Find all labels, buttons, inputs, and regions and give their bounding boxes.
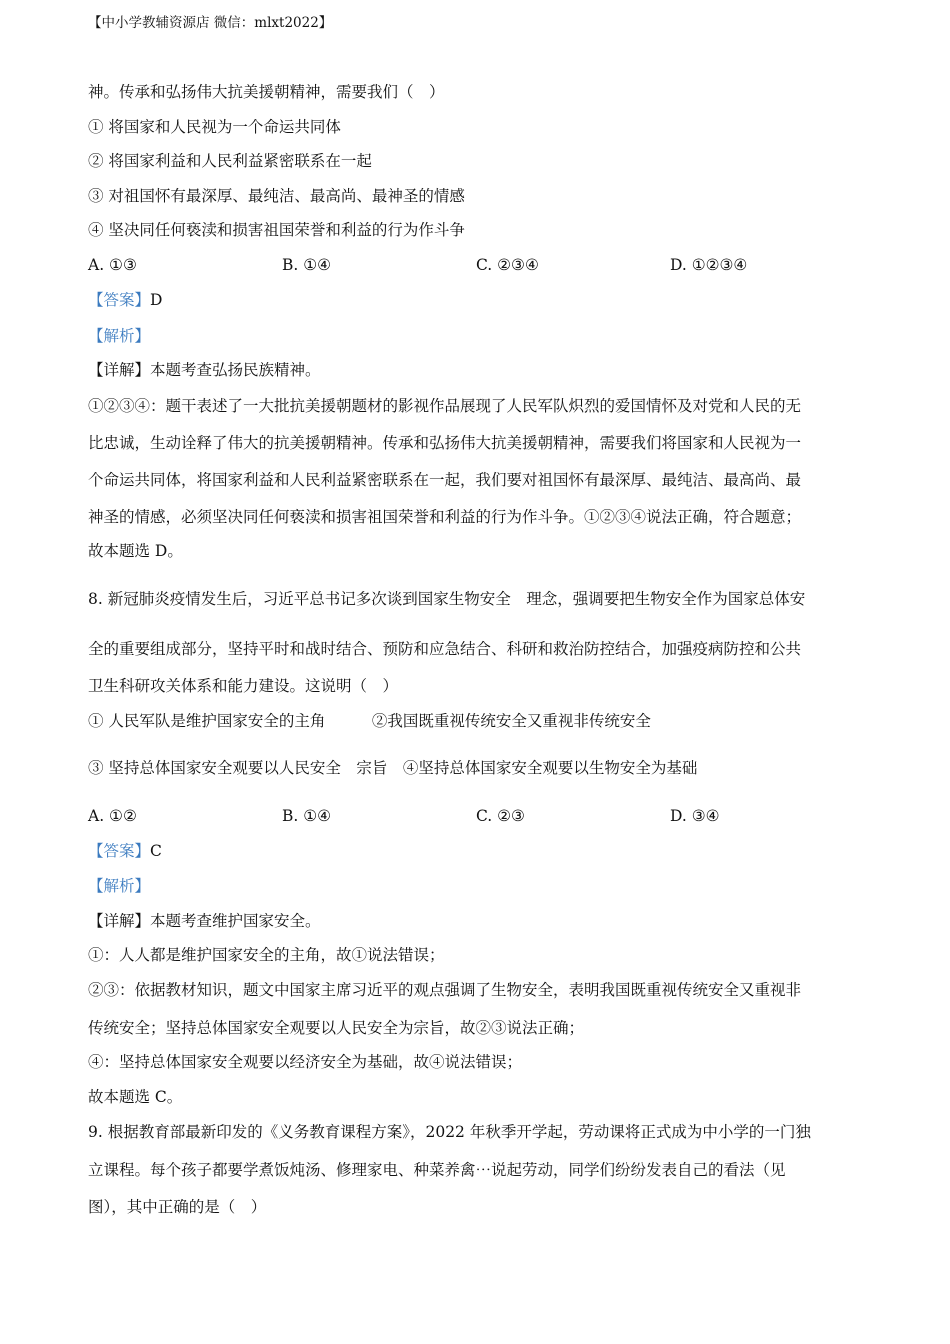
q8-stem-3: 卫生科研攻关体系和能力建设。这说明（ ）	[88, 677, 399, 695]
answer-tag: 【答案】	[88, 842, 151, 860]
q7-detail: 【详解】本题考查弘扬民族精神。	[88, 361, 321, 379]
q8-stem-2: 全的重要组成部分，坚持平时和战时结合、预防和应急结合、科研和救治防控结合，加强疫病防控和公共	[88, 640, 802, 658]
q7-explain-5: 故本题选 D。	[88, 542, 183, 560]
q8-explain-2: ②③：依据教材知识，题文中国家主席习近平的观点强调了生物安全，表明我国既重视传统安全又重视非	[88, 981, 802, 999]
q8-explain-5: 故本题选 C。	[88, 1088, 183, 1106]
q8-option-a: A. ①②	[88, 807, 137, 825]
q8-detail: 【详解】本题考查维护国家安全。	[88, 912, 321, 930]
q7-answer	[88, 290, 880, 310]
q7-explain-4: 神圣的情感，必须坚决同任何亵渎和损害祖国荣誉和利益的行为作斗争。①②③④说法正确，符合题意；	[88, 508, 802, 526]
q7-option-a: A. ①③	[88, 256, 137, 274]
answer-value: C	[150, 842, 162, 860]
watermark-header: 【中小学教辅资源店 微信：mlxt2022】	[88, 15, 333, 31]
q7-item-1: ① 将国家和人民视为一个命运共同体	[88, 118, 341, 136]
q9-stem-3: 图），其中正确的是（ ）	[88, 1198, 267, 1216]
q7-option-b: B. ①④	[282, 256, 332, 274]
q8-explain-1: ①：人人都是维护国家安全的主角，故①说法错误；	[88, 946, 445, 964]
q7-explain-1: ①②③④：题干表述了一大批抗美援朝题材的影视作品展现了人民军队炽烈的爱国情怀及对党和人民的无	[88, 397, 802, 415]
q8-analysis-tag: 【解析】	[88, 877, 151, 895]
q8-option-c: C. ②③	[476, 807, 525, 825]
q8-item-row-2: ③ 坚持总体国家安全观要以人民安全 宗旨 ④坚持总体国家安全观要以生物安全为基础	[88, 759, 698, 777]
answer-tag: 【答案】	[88, 291, 151, 309]
q7-explain-3: 个命运共同体，将国家利益和人民利益紧密联系在一起，我们要对祖国怀有最深厚、最纯洁、最高尚、最	[88, 471, 802, 489]
q7-option-d: D. ①②③④	[670, 256, 748, 274]
q7-option-c: C. ②③④	[476, 256, 539, 274]
q8-item-row-1: ① 人民军队是维护国家安全的主角 ②我国既重视传统安全又重视非传统安全	[88, 712, 651, 730]
q8-option-d: D. ③④	[670, 807, 720, 825]
q8-option-b: B. ①④	[282, 807, 332, 825]
q7-analysis-tag: 【解析】	[88, 327, 151, 345]
q8-explain-4: ④：坚持总体国家安全观要以经济安全为基础，故④说法错误；	[88, 1053, 523, 1071]
q7-explain-2: 比忠诚，生动诠释了伟大的抗美援朝精神。传承和弘扬伟大抗美援朝精神，需要我们将国家和人民视为一	[88, 434, 802, 452]
q8-explain-3: 传统安全；坚持总体国家安全观要以人民安全为宗旨，故②③说法正确；	[88, 1019, 585, 1037]
q7-item-2: ② 将国家利益和人民利益紧密联系在一起	[88, 152, 372, 170]
q7-item-4: ④ 坚决同任何亵渎和损害祖国荣誉和利益的行为作斗争	[88, 221, 465, 239]
q9-stem-2: 立课程。每个孩子都要学煮饭炖汤、修理家电、种菜养禽⋯说起劳动，同学们纷纷发表自己的看法（见	[88, 1161, 786, 1179]
q8-answer	[88, 841, 880, 861]
q7-item-3: ③ 对祖国怀有最深厚、最纯洁、最高尚、最神圣的情感	[88, 187, 465, 205]
q8-stem-1: 8. 新冠肺炎疫情发生后，习近平总书记多次谈到国家生物安全 理念，强调要把生物安全作为国家总体安	[88, 590, 806, 608]
q7-stem: 神。传承和弘扬伟大抗美援朝精神，需要我们（ ）	[88, 83, 445, 101]
q9-stem-1: 9. 根据教育部最新印发的《义务教育课程方案》，2022 年秋季开学起，劳动课将正式成为中小学的一门独	[88, 1123, 811, 1141]
answer-value: D	[150, 291, 163, 309]
